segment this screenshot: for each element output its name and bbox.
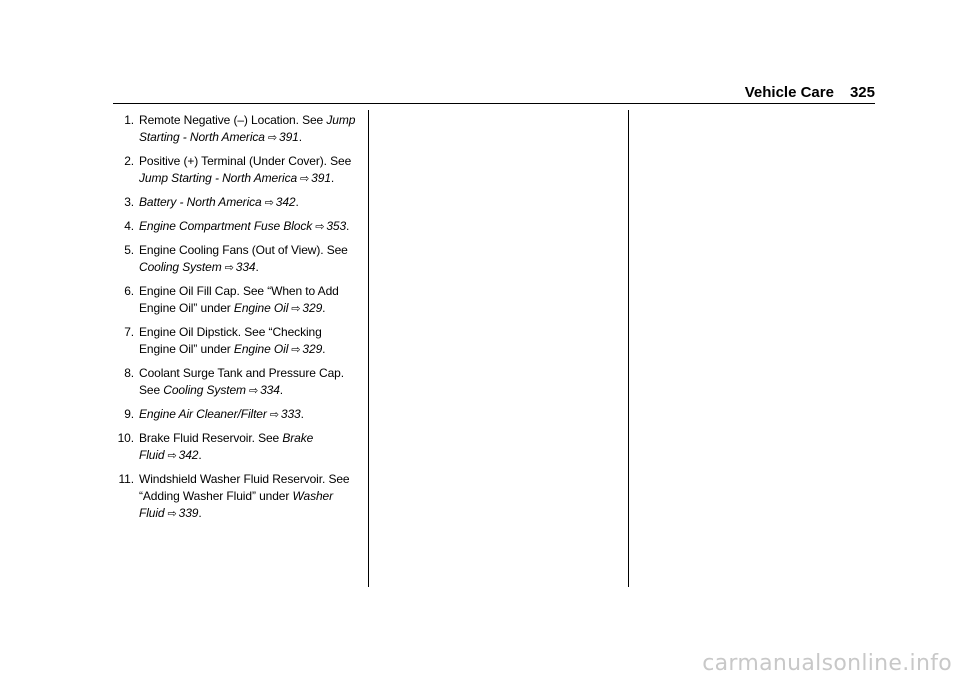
page-reference-icon: ⇨ [167, 508, 177, 520]
list-item-number: 5. [124, 243, 134, 257]
column-divider-2 [628, 110, 629, 587]
cross-reference-title[interactable]: Cooling System [163, 383, 246, 397]
list-item-number: 3. [124, 195, 134, 209]
list-item-text [139, 324, 360, 359]
item-text: . [198, 448, 202, 462]
watermark: carmanualsonline.info [702, 651, 952, 676]
item-text: Engine Oil Fill Cap. See “When to Add Engine Oil” under [139, 284, 339, 315]
list-item-text [139, 153, 360, 188]
component-list [110, 112, 360, 529]
list-item [110, 194, 360, 212]
page-reference-icon: ⇨ [167, 450, 177, 462]
item-text: Brake Fluid Reservoir. See [139, 431, 283, 445]
list-item-number: 4. [124, 219, 134, 233]
page-reference-link[interactable]: 333 [280, 407, 301, 421]
cross-reference-title[interactable]: Jump Starting - North America [139, 171, 298, 185]
list-item-text [139, 430, 360, 465]
page-reference-link[interactable]: 391 [279, 130, 299, 144]
page-reference-icon: ⇨ [267, 132, 277, 144]
list-item-text [139, 242, 360, 277]
page-reference-icon: ⇨ [224, 262, 234, 274]
column-divider-1 [368, 110, 369, 587]
list-item [110, 218, 360, 236]
item-text: Coolant Surge Tank and Pressure Cap. See [139, 366, 344, 397]
page-reference-icon: ⇨ [315, 221, 325, 233]
list-item-text [139, 194, 360, 212]
page-reference-link[interactable]: 339 [178, 506, 199, 520]
item-text: . [198, 506, 202, 520]
page-reference-link[interactable]: 329 [302, 342, 323, 356]
page-number: 325 [849, 84, 875, 101]
list-item-number: 8. [124, 366, 134, 380]
list-item [110, 153, 360, 188]
page-reference-icon: ⇨ [264, 197, 274, 209]
cross-reference-title[interactable]: Engine Air Cleaner/Filter [139, 407, 267, 421]
item-text: . [322, 342, 326, 356]
list-item-number: 2. [124, 154, 134, 168]
page-reference-link[interactable]: 342 [178, 448, 199, 462]
page-reference-icon: ⇨ [248, 385, 259, 397]
item-text: Windshield Washer Fluid Reservoir. See “Adding Washer Fluid” under [139, 472, 350, 503]
page-reference-link[interactable]: 391 [311, 171, 331, 185]
list-item-text [139, 112, 360, 147]
item-text: Positive (+) Terminal (Under Cover). See [139, 154, 352, 168]
item-text: . [295, 195, 299, 209]
list-item [110, 112, 360, 147]
list-item [110, 242, 360, 277]
cross-reference-title[interactable]: Brake Fluid [139, 431, 314, 462]
page-reference-icon: ⇨ [269, 409, 279, 421]
list-item-number: 6. [124, 284, 134, 298]
item-text: . [300, 407, 304, 421]
item-text: . [322, 301, 326, 315]
page-reference-icon: ⇨ [291, 344, 301, 356]
page-reference-link[interactable]: 353 [326, 219, 347, 233]
item-text: Engine Cooling Fans (Out of View). See [139, 243, 348, 257]
cross-reference-title[interactable]: Engine Oil [233, 301, 289, 315]
list-item-text [139, 283, 360, 318]
list-item-text [139, 406, 360, 424]
item-text: . [279, 383, 284, 397]
cross-reference-title[interactable]: Engine Compartment Fuse Block [139, 219, 313, 233]
cross-reference-title[interactable]: Engine Oil [233, 342, 289, 356]
header-rule [113, 103, 875, 104]
list-item [110, 324, 360, 359]
item-text: . [346, 219, 350, 233]
page-header [700, 84, 875, 102]
page-reference-link[interactable]: 342 [275, 195, 296, 209]
cross-reference-title[interactable]: Cooling System [139, 260, 222, 274]
item-text: . [298, 130, 302, 144]
list-item-number: 11. [118, 472, 134, 486]
item-text: Engine Oil Dipstick. See “Checking Engine Oil” under [139, 325, 322, 356]
cross-reference-title[interactable]: Battery - North America [139, 195, 262, 209]
page-reference-link[interactable]: 334 [235, 260, 256, 274]
list-item-text [139, 471, 360, 523]
list-item [110, 471, 360, 523]
list-item-number: 9. [124, 407, 134, 421]
list-item-number: 10. [117, 431, 134, 445]
list-item [110, 365, 360, 400]
page-reference-link[interactable]: 334 [260, 383, 280, 397]
page-reference-icon: ⇨ [300, 173, 310, 185]
list-item-text [139, 365, 360, 400]
list-item-text [139, 218, 360, 236]
list-item [110, 406, 360, 424]
list-item-number: 7. [124, 325, 134, 339]
cross-reference-title[interactable]: Jump Starting - North America [139, 113, 356, 144]
page-reference-link[interactable]: 329 [302, 301, 323, 315]
item-text: . [255, 260, 259, 274]
page-reference-icon: ⇨ [291, 303, 301, 315]
item-text: . [330, 171, 335, 185]
cross-reference-title[interactable]: Washer Fluid [139, 489, 334, 520]
item-text: Remote Negative (–) Location. See [139, 113, 327, 127]
section-title: Vehicle Care [744, 84, 834, 101]
list-item [110, 283, 360, 318]
list-item [110, 430, 360, 465]
list-item-number: 1. [124, 113, 134, 127]
